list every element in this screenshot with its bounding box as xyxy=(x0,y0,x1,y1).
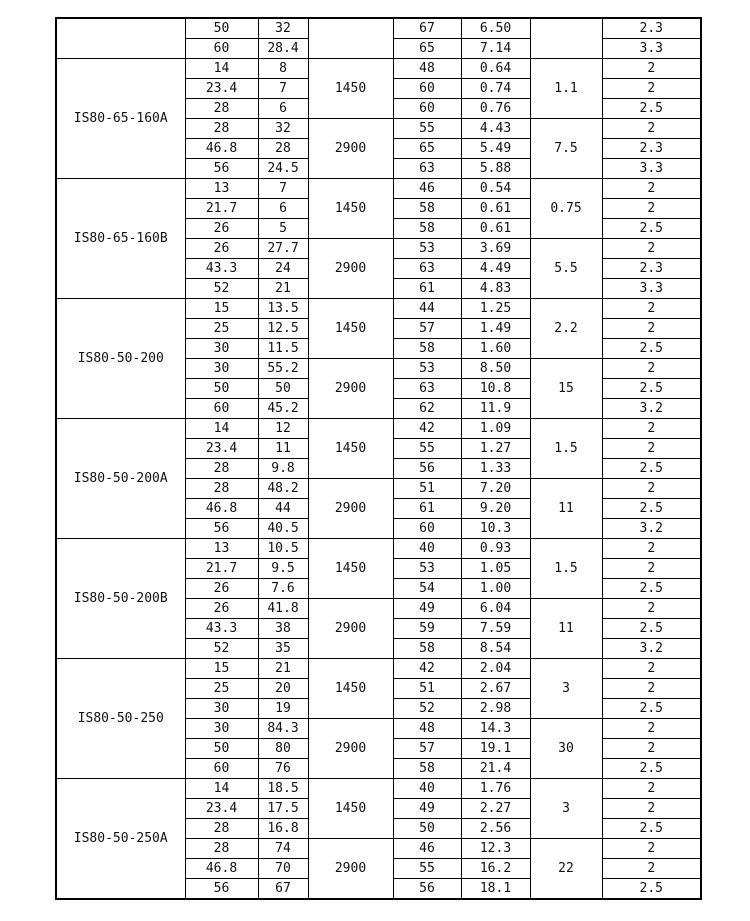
efficiency-cell: 46 xyxy=(393,839,461,859)
shaft-power-cell: 1.09 xyxy=(461,419,530,439)
head-cell: 8 xyxy=(258,59,308,79)
shaft-power-cell: 0.74 xyxy=(461,79,530,99)
shaft-power-cell: 0.93 xyxy=(461,539,530,559)
flow-cell: 50 xyxy=(185,739,258,759)
shaft-power-cell: 0.64 xyxy=(461,59,530,79)
npsh-cell: 3.2 xyxy=(602,399,701,419)
motor-power-cell: 0.75 xyxy=(530,179,602,239)
shaft-power-cell: 7.59 xyxy=(461,619,530,639)
flow-cell: 28 xyxy=(185,119,258,139)
npsh-cell: 3.2 xyxy=(602,519,701,539)
npsh-cell: 3.3 xyxy=(602,39,701,59)
flow-cell: 43.3 xyxy=(185,259,258,279)
efficiency-cell: 55 xyxy=(393,119,461,139)
flow-cell: 15 xyxy=(185,659,258,679)
shaft-power-cell: 6.04 xyxy=(461,599,530,619)
motor-power-cell: 22 xyxy=(530,839,602,900)
npsh-cell: 2 xyxy=(602,599,701,619)
head-cell: 6 xyxy=(258,99,308,119)
head-cell: 32 xyxy=(258,18,308,39)
motor-power-cell: 15 xyxy=(530,359,602,419)
efficiency-cell: 62 xyxy=(393,399,461,419)
npsh-cell: 3.3 xyxy=(602,279,701,299)
efficiency-cell: 60 xyxy=(393,99,461,119)
motor-power-cell xyxy=(530,18,602,59)
head-cell: 21 xyxy=(258,659,308,679)
efficiency-cell: 63 xyxy=(393,159,461,179)
head-cell: 24.5 xyxy=(258,159,308,179)
efficiency-cell: 67 xyxy=(393,18,461,39)
speed-cell: 2900 xyxy=(308,119,393,179)
npsh-cell: 2.3 xyxy=(602,18,701,39)
motor-power-cell: 7.5 xyxy=(530,119,602,179)
efficiency-cell: 54 xyxy=(393,579,461,599)
shaft-power-cell: 0.61 xyxy=(461,199,530,219)
head-cell: 76 xyxy=(258,759,308,779)
table-row xyxy=(56,59,701,79)
efficiency-cell: 65 xyxy=(393,39,461,59)
flow-cell: 46.8 xyxy=(185,139,258,159)
model-cell xyxy=(56,18,185,59)
head-cell: 48.2 xyxy=(258,479,308,499)
npsh-cell: 2.5 xyxy=(602,99,701,119)
npsh-cell: 2.5 xyxy=(602,819,701,839)
motor-power-cell: 11 xyxy=(530,599,602,659)
efficiency-cell: 60 xyxy=(393,519,461,539)
head-cell: 7 xyxy=(258,79,308,99)
shaft-power-cell: 10.3 xyxy=(461,519,530,539)
efficiency-cell: 46 xyxy=(393,179,461,199)
npsh-cell: 2 xyxy=(602,419,701,439)
flow-cell: 60 xyxy=(185,759,258,779)
head-cell: 80 xyxy=(258,739,308,759)
table-row xyxy=(56,539,701,559)
shaft-power-cell: 1.25 xyxy=(461,299,530,319)
npsh-cell: 2 xyxy=(602,299,701,319)
shaft-power-cell: 2.27 xyxy=(461,799,530,819)
speed-cell: 1450 xyxy=(308,539,393,599)
motor-power-cell: 1.5 xyxy=(530,419,602,479)
shaft-power-cell: 11.9 xyxy=(461,399,530,419)
head-cell: 35 xyxy=(258,639,308,659)
npsh-cell: 2 xyxy=(602,359,701,379)
efficiency-cell: 49 xyxy=(393,599,461,619)
efficiency-cell: 51 xyxy=(393,679,461,699)
flow-cell: 46.8 xyxy=(185,859,258,879)
pump-spec-table xyxy=(55,17,702,900)
model-cell: IS80-50-200A xyxy=(56,419,185,539)
flow-cell: 46.8 xyxy=(185,499,258,519)
shaft-power-cell: 2.04 xyxy=(461,659,530,679)
table-row xyxy=(56,419,701,439)
speed-cell xyxy=(308,18,393,59)
efficiency-cell: 58 xyxy=(393,199,461,219)
head-cell: 16.8 xyxy=(258,819,308,839)
flow-cell: 56 xyxy=(185,879,258,900)
efficiency-cell: 42 xyxy=(393,419,461,439)
efficiency-cell: 53 xyxy=(393,239,461,259)
efficiency-cell: 40 xyxy=(393,539,461,559)
shaft-power-cell: 8.54 xyxy=(461,639,530,659)
head-cell: 32 xyxy=(258,119,308,139)
head-cell: 44 xyxy=(258,499,308,519)
speed-cell: 2900 xyxy=(308,359,393,419)
shaft-power-cell: 18.1 xyxy=(461,879,530,900)
npsh-cell: 2.5 xyxy=(602,379,701,399)
shaft-power-cell: 2.56 xyxy=(461,819,530,839)
efficiency-cell: 53 xyxy=(393,359,461,379)
head-cell: 11 xyxy=(258,439,308,459)
npsh-cell: 2 xyxy=(602,779,701,799)
npsh-cell: 2.5 xyxy=(602,699,701,719)
efficiency-cell: 55 xyxy=(393,859,461,879)
shaft-power-cell: 1.05 xyxy=(461,559,530,579)
flow-cell: 56 xyxy=(185,519,258,539)
npsh-cell: 2 xyxy=(602,679,701,699)
motor-power-cell: 30 xyxy=(530,719,602,779)
speed-cell: 1450 xyxy=(308,179,393,239)
shaft-power-cell: 7.20 xyxy=(461,479,530,499)
efficiency-cell: 56 xyxy=(393,459,461,479)
model-cell: IS80-50-250 xyxy=(56,659,185,779)
head-cell: 6 xyxy=(258,199,308,219)
shaft-power-cell: 16.2 xyxy=(461,859,530,879)
head-cell: 7 xyxy=(258,179,308,199)
shaft-power-cell: 0.54 xyxy=(461,179,530,199)
flow-cell: 14 xyxy=(185,779,258,799)
shaft-power-cell: 2.67 xyxy=(461,679,530,699)
head-cell: 20 xyxy=(258,679,308,699)
npsh-cell: 2 xyxy=(602,859,701,879)
flow-cell: 26 xyxy=(185,239,258,259)
speed-cell: 1450 xyxy=(308,299,393,359)
shaft-power-cell: 21.4 xyxy=(461,759,530,779)
head-cell: 55.2 xyxy=(258,359,308,379)
npsh-cell: 2.5 xyxy=(602,879,701,900)
npsh-cell: 2 xyxy=(602,199,701,219)
efficiency-cell: 55 xyxy=(393,439,461,459)
flow-cell: 60 xyxy=(185,39,258,59)
table-body xyxy=(56,18,701,899)
efficiency-cell: 57 xyxy=(393,319,461,339)
shaft-power-cell: 3.69 xyxy=(461,239,530,259)
npsh-cell: 2.5 xyxy=(602,459,701,479)
head-cell: 24 xyxy=(258,259,308,279)
head-cell: 74 xyxy=(258,839,308,859)
head-cell: 9.8 xyxy=(258,459,308,479)
flow-cell: 26 xyxy=(185,599,258,619)
shaft-power-cell: 10.8 xyxy=(461,379,530,399)
efficiency-cell: 61 xyxy=(393,499,461,519)
model-cell: IS80-50-200B xyxy=(56,539,185,659)
efficiency-cell: 49 xyxy=(393,799,461,819)
head-cell: 50 xyxy=(258,379,308,399)
npsh-cell: 2 xyxy=(602,439,701,459)
speed-cell: 1450 xyxy=(308,419,393,479)
efficiency-cell: 63 xyxy=(393,259,461,279)
shaft-power-cell: 14.3 xyxy=(461,719,530,739)
npsh-cell: 3.3 xyxy=(602,159,701,179)
npsh-cell: 2.5 xyxy=(602,339,701,359)
npsh-cell: 2 xyxy=(602,739,701,759)
shaft-power-cell: 5.88 xyxy=(461,159,530,179)
head-cell: 17.5 xyxy=(258,799,308,819)
shaft-power-cell: 4.43 xyxy=(461,119,530,139)
shaft-power-cell: 0.76 xyxy=(461,99,530,119)
flow-cell: 14 xyxy=(185,419,258,439)
shaft-power-cell: 4.49 xyxy=(461,259,530,279)
flow-cell: 28 xyxy=(185,99,258,119)
motor-power-cell: 11 xyxy=(530,479,602,539)
flow-cell: 21.7 xyxy=(185,559,258,579)
head-cell: 10.5 xyxy=(258,539,308,559)
flow-cell: 21.7 xyxy=(185,199,258,219)
head-cell: 40.5 xyxy=(258,519,308,539)
npsh-cell: 2 xyxy=(602,179,701,199)
efficiency-cell: 61 xyxy=(393,279,461,299)
flow-cell: 26 xyxy=(185,219,258,239)
efficiency-cell: 53 xyxy=(393,559,461,579)
efficiency-cell: 58 xyxy=(393,339,461,359)
npsh-cell: 2 xyxy=(602,239,701,259)
npsh-cell: 2.5 xyxy=(602,219,701,239)
head-cell: 28 xyxy=(258,139,308,159)
head-cell: 9.5 xyxy=(258,559,308,579)
head-cell: 84.3 xyxy=(258,719,308,739)
flow-cell: 30 xyxy=(185,719,258,739)
shaft-power-cell: 1.00 xyxy=(461,579,530,599)
motor-power-cell: 3 xyxy=(530,659,602,719)
flow-cell: 52 xyxy=(185,639,258,659)
flow-cell: 26 xyxy=(185,579,258,599)
motor-power-cell: 3 xyxy=(530,779,602,839)
shaft-power-cell: 1.49 xyxy=(461,319,530,339)
shaft-power-cell: 9.20 xyxy=(461,499,530,519)
flow-cell: 23.4 xyxy=(185,799,258,819)
flow-cell: 13 xyxy=(185,179,258,199)
flow-cell: 28 xyxy=(185,459,258,479)
flow-cell: 50 xyxy=(185,379,258,399)
npsh-cell: 3.2 xyxy=(602,639,701,659)
shaft-power-cell: 6.50 xyxy=(461,18,530,39)
head-cell: 67 xyxy=(258,879,308,900)
npsh-cell: 2.5 xyxy=(602,579,701,599)
head-cell: 28.4 xyxy=(258,39,308,59)
shaft-power-cell: 12.3 xyxy=(461,839,530,859)
efficiency-cell: 56 xyxy=(393,879,461,900)
head-cell: 70 xyxy=(258,859,308,879)
flow-cell: 60 xyxy=(185,399,258,419)
efficiency-cell: 58 xyxy=(393,639,461,659)
flow-cell: 30 xyxy=(185,359,258,379)
motor-power-cell: 2.2 xyxy=(530,299,602,359)
head-cell: 19 xyxy=(258,699,308,719)
npsh-cell: 2.3 xyxy=(602,139,701,159)
flow-cell: 28 xyxy=(185,479,258,499)
flow-cell: 23.4 xyxy=(185,79,258,99)
speed-cell: 1450 xyxy=(308,779,393,839)
efficiency-cell: 52 xyxy=(393,699,461,719)
npsh-cell: 2 xyxy=(602,319,701,339)
npsh-cell: 2 xyxy=(602,559,701,579)
efficiency-cell: 60 xyxy=(393,79,461,99)
shaft-power-cell: 5.49 xyxy=(461,139,530,159)
head-cell: 18.5 xyxy=(258,779,308,799)
motor-power-cell: 1.1 xyxy=(530,59,602,119)
speed-cell: 2900 xyxy=(308,839,393,900)
npsh-cell: 2 xyxy=(602,839,701,859)
speed-cell: 2900 xyxy=(308,239,393,299)
speed-cell: 2900 xyxy=(308,479,393,539)
flow-cell: 23.4 xyxy=(185,439,258,459)
efficiency-cell: 58 xyxy=(393,759,461,779)
model-cell: IS80-50-200 xyxy=(56,299,185,419)
table-row xyxy=(56,179,701,199)
npsh-cell: 2 xyxy=(602,59,701,79)
npsh-cell: 2 xyxy=(602,799,701,819)
efficiency-cell: 40 xyxy=(393,779,461,799)
flow-cell: 43.3 xyxy=(185,619,258,639)
motor-power-cell: 5.5 xyxy=(530,239,602,299)
shaft-power-cell: 7.14 xyxy=(461,39,530,59)
table-row xyxy=(56,299,701,319)
efficiency-cell: 42 xyxy=(393,659,461,679)
shaft-power-cell: 0.61 xyxy=(461,219,530,239)
flow-cell: 30 xyxy=(185,699,258,719)
efficiency-cell: 58 xyxy=(393,219,461,239)
flow-cell: 28 xyxy=(185,819,258,839)
table-row xyxy=(56,779,701,799)
npsh-cell: 2 xyxy=(602,539,701,559)
head-cell: 38 xyxy=(258,619,308,639)
efficiency-cell: 50 xyxy=(393,819,461,839)
shaft-power-cell: 1.27 xyxy=(461,439,530,459)
speed-cell: 2900 xyxy=(308,599,393,659)
efficiency-cell: 44 xyxy=(393,299,461,319)
efficiency-cell: 48 xyxy=(393,59,461,79)
flow-cell: 52 xyxy=(185,279,258,299)
shaft-power-cell: 2.98 xyxy=(461,699,530,719)
flow-cell: 25 xyxy=(185,319,258,339)
flow-cell: 15 xyxy=(185,299,258,319)
table-row xyxy=(56,18,701,39)
head-cell: 7.6 xyxy=(258,579,308,599)
model-cell: IS80-65-160A xyxy=(56,59,185,179)
efficiency-cell: 48 xyxy=(393,719,461,739)
flow-cell: 28 xyxy=(185,839,258,859)
efficiency-cell: 63 xyxy=(393,379,461,399)
flow-cell: 50 xyxy=(185,18,258,39)
shaft-power-cell: 1.76 xyxy=(461,779,530,799)
model-cell: IS80-65-160B xyxy=(56,179,185,299)
shaft-power-cell: 1.33 xyxy=(461,459,530,479)
flow-cell: 56 xyxy=(185,159,258,179)
head-cell: 27.7 xyxy=(258,239,308,259)
motor-power-cell: 1.5 xyxy=(530,539,602,599)
head-cell: 45.2 xyxy=(258,399,308,419)
shaft-power-cell: 4.83 xyxy=(461,279,530,299)
head-cell: 12 xyxy=(258,419,308,439)
head-cell: 5 xyxy=(258,219,308,239)
npsh-cell: 2 xyxy=(602,119,701,139)
shaft-power-cell: 19.1 xyxy=(461,739,530,759)
flow-cell: 30 xyxy=(185,339,258,359)
npsh-cell: 2 xyxy=(602,79,701,99)
speed-cell: 2900 xyxy=(308,719,393,779)
npsh-cell: 2 xyxy=(602,479,701,499)
efficiency-cell: 57 xyxy=(393,739,461,759)
npsh-cell: 2.5 xyxy=(602,759,701,779)
model-cell: IS80-50-250A xyxy=(56,779,185,900)
npsh-cell: 2.5 xyxy=(602,499,701,519)
npsh-cell: 2 xyxy=(602,719,701,739)
shaft-power-cell: 1.60 xyxy=(461,339,530,359)
efficiency-cell: 59 xyxy=(393,619,461,639)
flow-cell: 13 xyxy=(185,539,258,559)
flow-cell: 25 xyxy=(185,679,258,699)
head-cell: 41.8 xyxy=(258,599,308,619)
table-row xyxy=(56,659,701,679)
npsh-cell: 2 xyxy=(602,659,701,679)
shaft-power-cell: 8.50 xyxy=(461,359,530,379)
npsh-cell: 2.3 xyxy=(602,259,701,279)
efficiency-cell: 51 xyxy=(393,479,461,499)
flow-cell: 14 xyxy=(185,59,258,79)
speed-cell: 1450 xyxy=(308,659,393,719)
npsh-cell: 2.5 xyxy=(602,619,701,639)
head-cell: 13.5 xyxy=(258,299,308,319)
efficiency-cell: 65 xyxy=(393,139,461,159)
head-cell: 11.5 xyxy=(258,339,308,359)
speed-cell: 1450 xyxy=(308,59,393,119)
head-cell: 12.5 xyxy=(258,319,308,339)
head-cell: 21 xyxy=(258,279,308,299)
